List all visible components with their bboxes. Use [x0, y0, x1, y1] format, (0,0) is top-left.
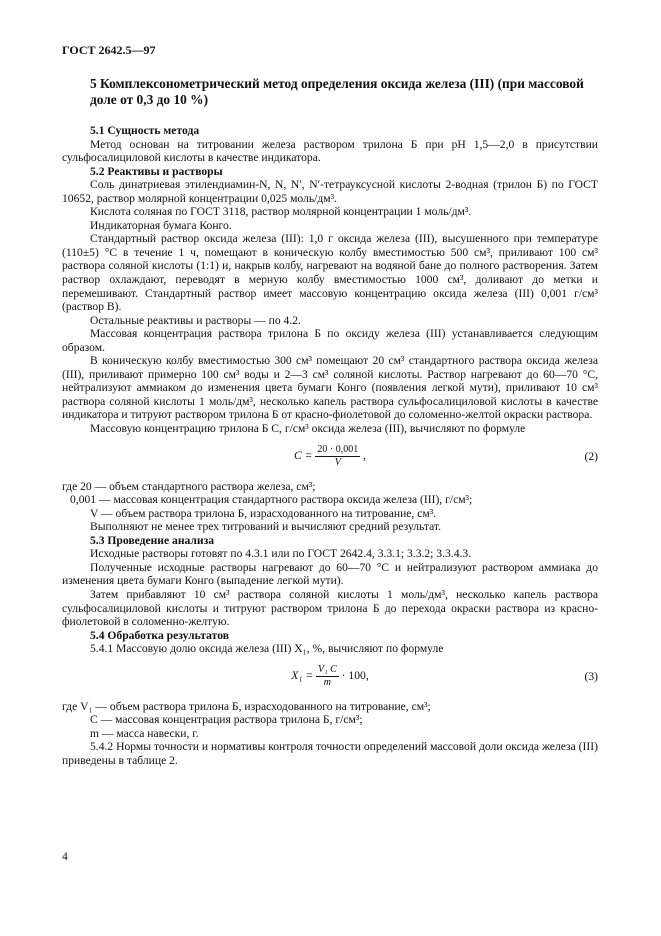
legend-item: где V₁ — объем раствора трилона Б, израсходованного на титрование, см³; [62, 699, 431, 713]
paragraph: Выполняют не менее трех титрований и вычисляют средний результат. [90, 520, 442, 534]
fraction [315, 444, 360, 469]
denominator: V [334, 456, 341, 468]
denominator: m [323, 676, 331, 688]
paragraph: Индикаторная бумага Конго. [90, 218, 232, 232]
formula-legend [62, 480, 598, 521]
formula-lhs: C = [293, 448, 313, 462]
document-body [62, 124, 598, 767]
heading-5-1: 5.1 Сущность метода [90, 124, 200, 137]
paragraph: Исходные растворы готовят по 4.3.1 или по ГОСТ 2642.4, 3.3.1; 3.3.2; 3.3.4.3. [90, 547, 472, 561]
heading-5-3: 5.3 Проведение анализа [90, 533, 215, 547]
formula-tail: · 100, [341, 668, 369, 682]
paragraph: Кислота соляная по ГОСТ 3118, раствор молярной концентрации 1 моль/дм³. [90, 205, 472, 219]
legend-item: C — массовая концентрация раствора трилона Б, г/см³; [90, 713, 363, 727]
paragraph: Массовая концентрация раствора трилона Б по оксиду железа (III) устанавливается следующим образом. [62, 327, 598, 354]
legend-item: где 20 — объем стандартного раствора железа, см³; [62, 479, 316, 493]
legend-item: m — масса навески, г. [90, 726, 199, 740]
paragraph: Полученные исходные растворы нагревают до 60—70 °С и нейтрализуют раствором аммиака до изменения цвета бумаги Конго (выпадение легкой мути). [62, 560, 598, 588]
page-number: 4 [62, 850, 68, 863]
numerator: V₁ C [318, 663, 337, 675]
formula-lhs: X₁ = [291, 668, 314, 682]
heading-5-4: 5.4 Обработка результатов [90, 628, 229, 642]
formula-number: (3) [584, 669, 598, 683]
formula-tail: , [363, 448, 367, 462]
paragraph: 5.4.2 Нормы точности и нормативы контроля точности определений массовой доли оксида железа (III) приведены в таблице 2. [62, 740, 598, 767]
formula-2 [62, 436, 598, 480]
paragraph: Затем прибавляют 10 см³ раствора соляной кислоты 1 моль/дм³, несколько капель раствора сульфосалициловой кислоты и титруют раствором трилона Б до перехода окраски раствора из красно-фиолетовой в соломенно-желтую. [62, 587, 598, 629]
heading-5-2: 5.2 Реактивы и растворы [90, 164, 223, 178]
legend-item: 0,001 — массовая концентрация стандартного раствора оксида железа (III), г/см³; [70, 493, 473, 507]
numerator: 20 · 0,001 [317, 443, 359, 455]
paragraph: Соль динатриевая этилендиамин-N, N, N′, N′-тетрауксусной кислоты 2-водная (трилон Б) по ГОСТ 10652, раствор молярной концентрации 0,025 моль/дм³. [62, 178, 598, 205]
fraction [316, 664, 339, 689]
paragraph: Метод основан на титровании железа раствором трилона Б при pH 1,5—2,0 в присутствии сульфосалициловой кислоты в качестве индикатора. [62, 137, 598, 165]
paragraph: Стандартный раствор оксида железа (III): 1,0 г оксида железа (III), высушенного при температуре (110±5) °С в течение 1 ч, помещают в коническую колбу вместимостью 500 см³, приливают 100 см³ раствора соляной кислоты (1:1) и, накрыв колбу, нагревают на водяной бане до полного растворения. Затем раствор охлаждают, переводят в мерную колбу вместимостью 1000 см³, доливают до метки и перемешивают. Стандартный раствор имеет массовую концентрацию оксида железа (III) 0,001 г/см³ (раствор В). [62, 232, 598, 314]
running-header: ГОСТ 2642.5—97 [62, 43, 156, 57]
section-title: 5 Комплексонометрический метод определения оксида железа (III) (при массовой доле от 0,3 до 10 %) [90, 76, 584, 107]
formula-3 [62, 656, 598, 700]
paragraph: В коническую колбу вместимостью 300 см³ помещают 20 см³ стандартного раствора оксида железа (III), приливают примерно 100 см³ воды и 2—3 см³ соляной кислоты. Раствор нагревают до 60—70 °С, нейтрализуют аммиаком до изменения цвета бумаги Конго (появления легкой мути), приливают 10 см³ раствора соляной кислоты 1 моль/дм³, несколько капель раствора сульфосалициловой кислоты в качестве индикатора и титруют раствором трилона Б от красно-фиолетовой до соломенно-желтой окраски раствора. [62, 354, 598, 422]
formula-legend [62, 700, 598, 741]
paragraph: 5.4.1 Массовую долю оксида железа (III) X₁, %, вычисляют по формуле [90, 642, 444, 656]
paragraph: Массовую концентрацию трилона Б C, г/см³ оксида железа (III), вычисляют по формуле [90, 422, 526, 436]
legend-item: V — объем раствора трилона Б, израсходованного на титрование, см³. [90, 506, 437, 520]
paragraph: Остальные реактивы и растворы — по 4.2. [90, 313, 301, 327]
formula-number: (2) [584, 449, 598, 463]
